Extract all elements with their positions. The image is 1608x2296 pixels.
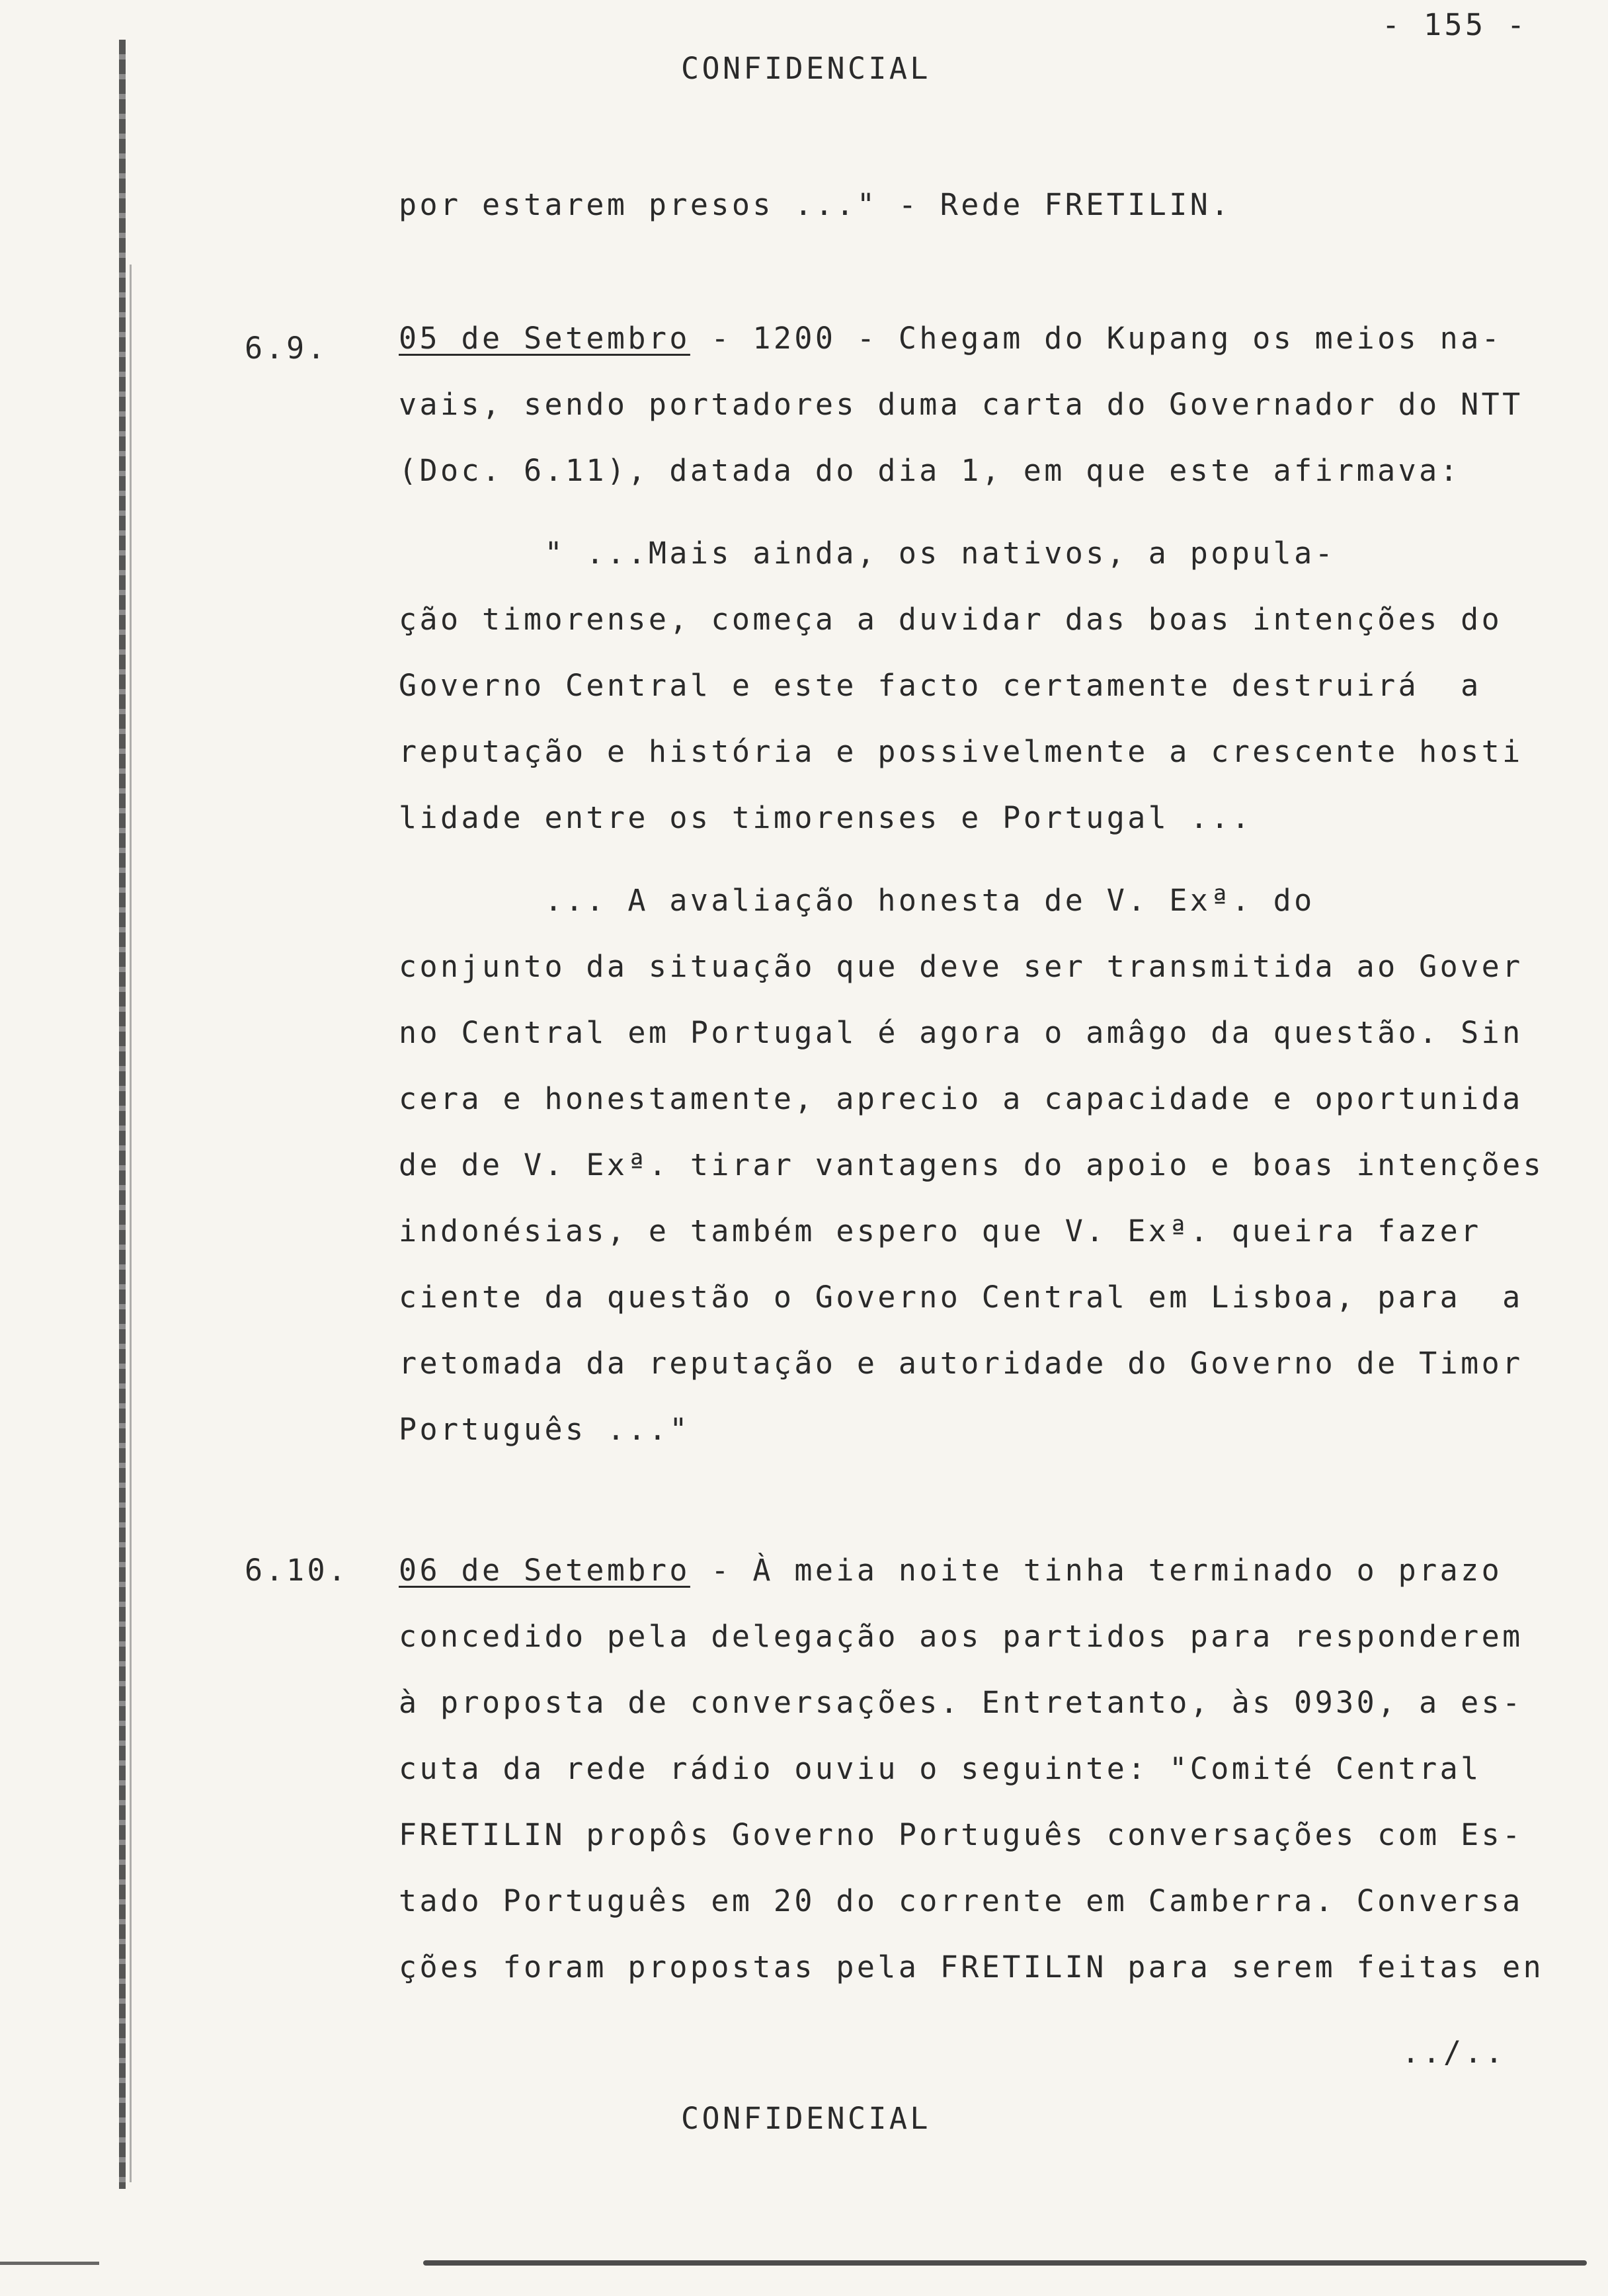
quote-line: ... A avaliação honesta de V. Exª. do (399, 883, 1315, 918)
header-confidential: CONFIDENCIAL (681, 51, 931, 86)
binding-edge (119, 40, 126, 2189)
entry-line: FRETILIN propôs Governo Português conversações com Es- (399, 1817, 1523, 1852)
entry-first-line (399, 319, 1502, 358)
entry-first-line-rest: - À meia noite tinha terminado o prazo (690, 1553, 1503, 1588)
entry-line: cuta da rede rádio ouviu o seguinte: "Comité Central (399, 1751, 1482, 1786)
entry-number: 6.9. (245, 331, 328, 366)
quote-line: Português ..." (399, 1412, 690, 1447)
entry-line: (Doc. 6.11), datada do dia 1, em que este afirmava: (399, 453, 1461, 488)
entry-line: vais, sendo portadores duma carta do Governador do NTT (399, 387, 1523, 422)
entry-line: ções foram propostas pela FRETILIN para serem feitas en (399, 1949, 1545, 1985)
entry-first-line-rest: - 1200 - Chegam do Kupang os meios na- (690, 321, 1503, 356)
quote-line: conjunto da situação que deve ser transmitida ao Gover (399, 949, 1523, 984)
quote-line: Governo Central e este facto certamente destruirá a (399, 668, 1482, 703)
entry-date: 06 de Setembro (399, 1553, 690, 1588)
quote-line: retomada da reputação e autoridade do Governo de Timor (399, 1346, 1523, 1381)
page-bottom-edge (423, 2260, 1587, 2266)
continuation-mark: ../.. (1402, 2035, 1506, 2070)
quote-line: lidade entre os timorenses e Portugal ... (399, 800, 1253, 835)
quote-line: de de V. Exª. tirar vantagens do apoio e boas intenções (399, 1147, 1545, 1182)
entry-line: tado Português em 20 do corrente em Camberra. Conversa (399, 1883, 1523, 1918)
quote-line: " ...Mais ainda, os nativos, a popula- (399, 536, 1336, 571)
entry-line: à proposta de conversações. Entretanto, às 0930, a es- (399, 1685, 1523, 1720)
quote-line: cera e honestamente, aprecio a capacidade e oportunida (399, 1081, 1523, 1116)
intro-line: por estarem presos ..." - Rede FRETILIN. (399, 187, 1232, 222)
quote-line: reputação e história e possivelmente a crescente hosti (399, 734, 1523, 769)
entry-line: concedido pela delegação aos partidos para responderem (399, 1619, 1523, 1654)
entry-date: 05 de Setembro (399, 321, 690, 356)
entry-first-line (399, 1551, 1502, 1590)
quote-line: no Central em Portugal é agora o amâgo da questão. Sin (399, 1015, 1523, 1050)
quote-line: ção timorense, começa a duvidar das boas intenções do (399, 602, 1503, 637)
binding-shadow (130, 265, 132, 2182)
quote-line: ciente da questão o Governo Central em Lisboa, para a (399, 1280, 1523, 1315)
entry-number: 6.10. (245, 1553, 349, 1588)
page-number: - 155 - (1382, 7, 1528, 42)
page-bottom-edge-left (0, 2262, 99, 2265)
quote-line: indonésias, e também espero que V. Exª. queira fazer (399, 1213, 1482, 1249)
footer-confidential: CONFIDENCIAL (681, 2101, 931, 2136)
